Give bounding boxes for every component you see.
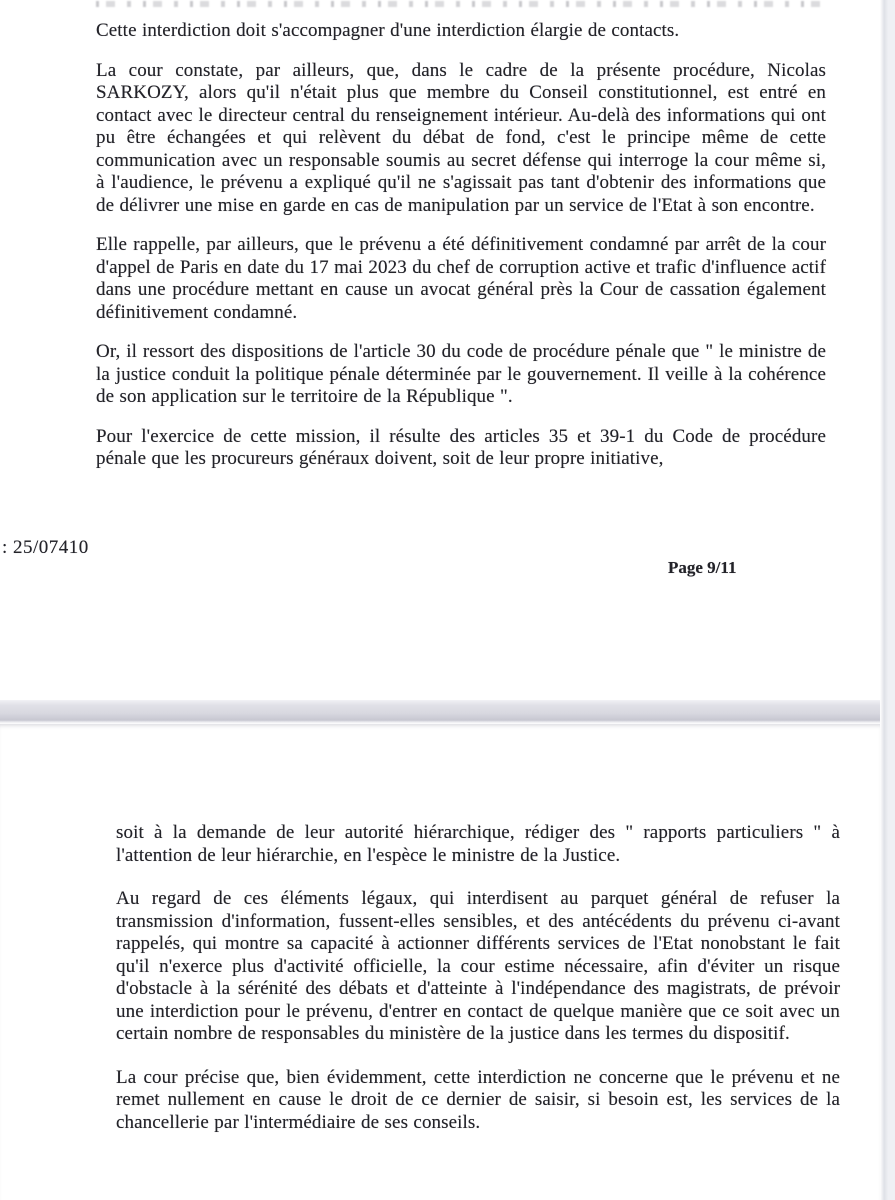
page-separator [0,700,895,724]
page-number-label: Page 9/11 [668,558,737,577]
paragraph-rapports-particuliers: soit à la demande de leur autorité hiérarchique, rédiger des " rapports particuliers " à l'attention de leur hiérarchie, en l'espèce le ministre de la Justice. [116,822,840,866]
document-page-2 [0,724,880,1200]
paragraph-au-regard: Au regard de ces éléments légaux, qui interdisent au parquet général de refuser la transmission d'information, fussent-elles sensibles, et des antécédents du prévenu ci-avant rappelés, qui montre sa capacité à actionner différents services de l'Etat nonobstant le fait qu'il n'exerce plus d'activité officielle, la cour estime nécessaire, afin d'éviter un risque d'obstacle à la sérénité des débats et d'atteinte à l'indépendance des magistrats, de prévoir une interdiction pour le prévenu, d'entrer en contact de quelque manière que ce soit avec un certain nombre de responsables du ministère de la justice dans les termes du dispositif. [116,888,840,1044]
paragraph-articles-35-39: Pour l'exercice de cette mission, il résulte des articles 35 et 39-1 du Code de procédure pénale que les procureurs généraux doivent, soit de leur propre initiative, [96,425,826,469]
case-reference-number: : 25/07410 [2,537,89,558]
paragraph-cour-constate: La cour constate, par ailleurs, que, dans le cadre de la présente procédure, Nicolas SARKOZY, alors qu'il n'était plus que membre du Conseil constitutionnel, est entré en contact avec le directeur central du renseignement intérieur. Au-delà des informations qui ont pu être échangées et qui relèvent du débat de fond, c'est le principe même de cette communication avec un responsable soumis au secret défense qui interroge la cour même si, à l'audience, le prévenu a expliqué qu'il ne s'agissait pas tant d'obtenir des informations que de délivrer une mise en garde en cas de manipulation par un service de l'Etat à son encontre. [96,59,826,216]
paragraph-interdiction-contacts: Cette interdiction doit s'accompagner d'une interdiction élargie de contacts. [96,20,680,41]
viewer-right-gutter [880,0,895,1200]
page2-text-block [116,822,840,1155]
paragraph-article-30: Or, il ressort des dispositions de l'article 30 du code de procédure pénale que " le ministre de la justice conduit la politique pénale déterminée par le gouvernement. Il veille à la cohérence de son application sur le territoire de la République ". [96,341,826,407]
scan-artifact-cutoff-line [96,1,820,7]
paragraph-elle-rappelle: Elle rappelle, par ailleurs, que le prévenu a été définitivement condamné par arrêt de la cour d'appel de Paris en date du 17 mai 2023 du chef de corruption active et trafic d'influence actif dans une procédure mettant en cause un avocat général près la Cour de cassation également définitivement condamné. [96,234,826,323]
paragraph-cour-precise: La cour précise que, bien évidemment, cette interdiction ne concerne que le prévenu et ne remet nullement en cause le droit de ce dernier de saisir, si besoin est, les services de la chancellerie par l'intermédiaire de ses conseils. [116,1066,840,1133]
page1-text-block [96,20,826,471]
